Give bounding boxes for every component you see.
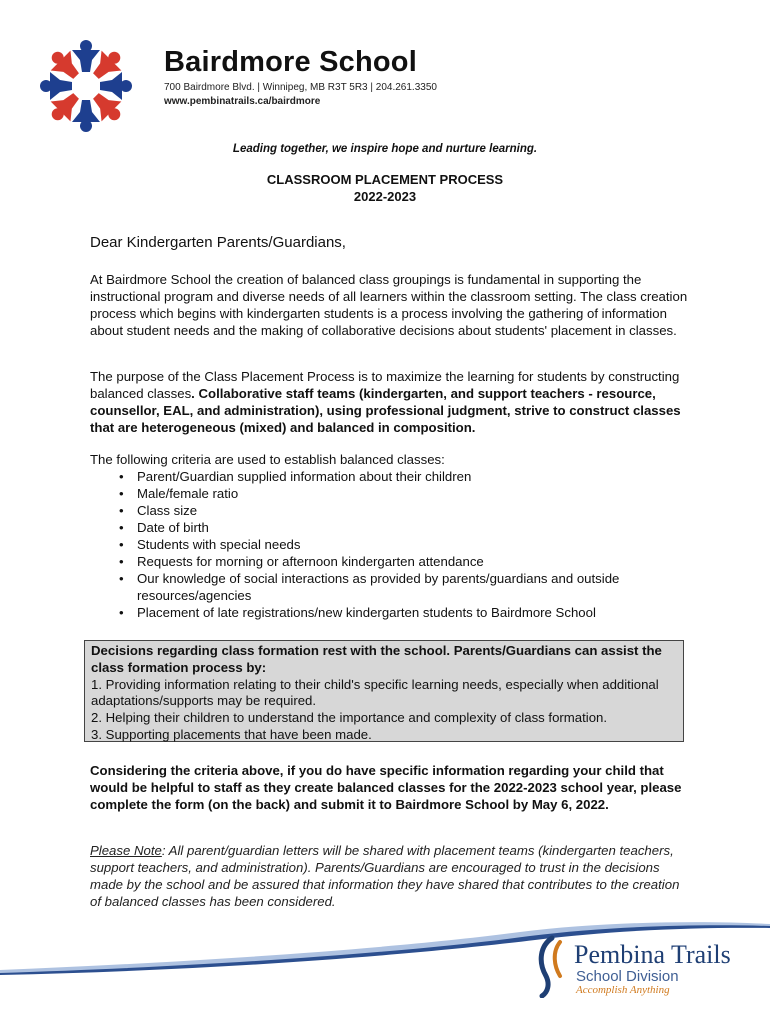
decisions-box (84, 640, 684, 742)
purpose-text-bold: . Collaborative staff teams (kindergarten, and support teachers - resource, counsellor, EAL, and administration), using professional judgment, strive to construct classes that are heterogeneous (mixed) and balanced in composition. (90, 386, 681, 435)
note-label: Please Note (90, 843, 162, 858)
note-text: : All parent/guardian letters will be shared with placement teams (kindergarten teachers, support teachers, and administration). Parents/Guardians are encouraged to trust in the decisions made by the school and be assured that information they have shared that contributes to the creation of balanced classes has been considered. (90, 843, 680, 909)
logo-figure (86, 44, 128, 86)
purpose-text: The purpose of the Class Placement Process is to maximize the learning for students by constructing balanced classes (90, 369, 680, 401)
decisions-heading: Decisions regarding class formation rest with the school. Parents/Guardians can assist the class formation process by: (91, 643, 662, 675)
criteria-list (90, 468, 690, 621)
request-paragraph: Considering the criteria above, if you do have specific information regarding your child that would be helpful to staff as they create balanced classes for the 2022-2023 school year, please complete the form (on the back) and submit it to Bairdmore School by May 6, 2022. (90, 763, 682, 812)
criteria-item: • Parent/Guardian supplied information about their children (137, 468, 690, 485)
pembina-trails-tagline: Accomplish Anything (576, 984, 670, 996)
pembina-trails-division: School Division (576, 968, 679, 985)
note-paragraph (90, 842, 690, 910)
logo-figure (44, 44, 86, 86)
logo-figure (72, 40, 100, 72)
criteria-item: • Class size (137, 502, 690, 519)
school-address: 700 Bairdmore Blvd. | Winnipeg, MB R3T 5R3 | 204.261.3350 (164, 82, 437, 93)
purpose-paragraph (90, 368, 690, 436)
decisions-item: 3. Supporting placements that have been made. (91, 726, 372, 742)
criteria-intro: The following criteria are used to establish balanced classes: (90, 452, 445, 467)
document-year: 2022-2023 (353, 189, 417, 204)
logo-figure (44, 86, 86, 128)
school-name: Bairdmore School (164, 46, 417, 78)
criteria-section (90, 451, 690, 621)
motto: Leading together, we inspire hope and nurture learning. (232, 143, 538, 155)
logo-figure (86, 86, 128, 128)
pembina-trails-name: Pembina Trails (574, 940, 731, 969)
intro-paragraph: At Bairdmore School the creation of balanced class groupings is fundamental in supporting the instructional program and diverse needs of all learners within the classroom setting. The class creation process which begins with kindergarten students is a process involving the gathering of information about student needs and the making of collaborative decisions about students' placement in classes. (90, 272, 688, 338)
document-title: CLASSROOM PLACEMENT PROCESS (266, 172, 504, 187)
logo-figure (100, 72, 132, 100)
bairdmore-logo (36, 36, 136, 136)
logo-figure (40, 72, 72, 100)
criteria-item: • Date of birth (137, 519, 690, 536)
logo-figure (72, 100, 100, 132)
school-website[interactable]: www.pembinatrails.ca/bairdmore (164, 96, 321, 107)
greeting: Dear Kindergarten Parents/Guardians, (90, 234, 346, 251)
pembina-trails-logo (530, 932, 570, 998)
criteria-item: • Students with special needs (137, 536, 690, 553)
criteria-item: • Requests for morning or afternoon kindergarten attendance (137, 553, 690, 570)
decisions-item: 2. Helping their children to understand the importance and complexity of class formation. (91, 710, 608, 726)
decisions-item: 1. Providing information relating to their child's specific learning needs, especially when additional adaptations/supports may be required. (91, 676, 659, 709)
criteria-item: • Male/female ratio (137, 485, 690, 502)
criteria-item: • Our knowledge of social interactions as provided by parents/guardians and outside resources/agencies (137, 570, 690, 604)
criteria-item: • Placement of late registrations/new kindergarten students to Bairdmore School (137, 604, 690, 621)
